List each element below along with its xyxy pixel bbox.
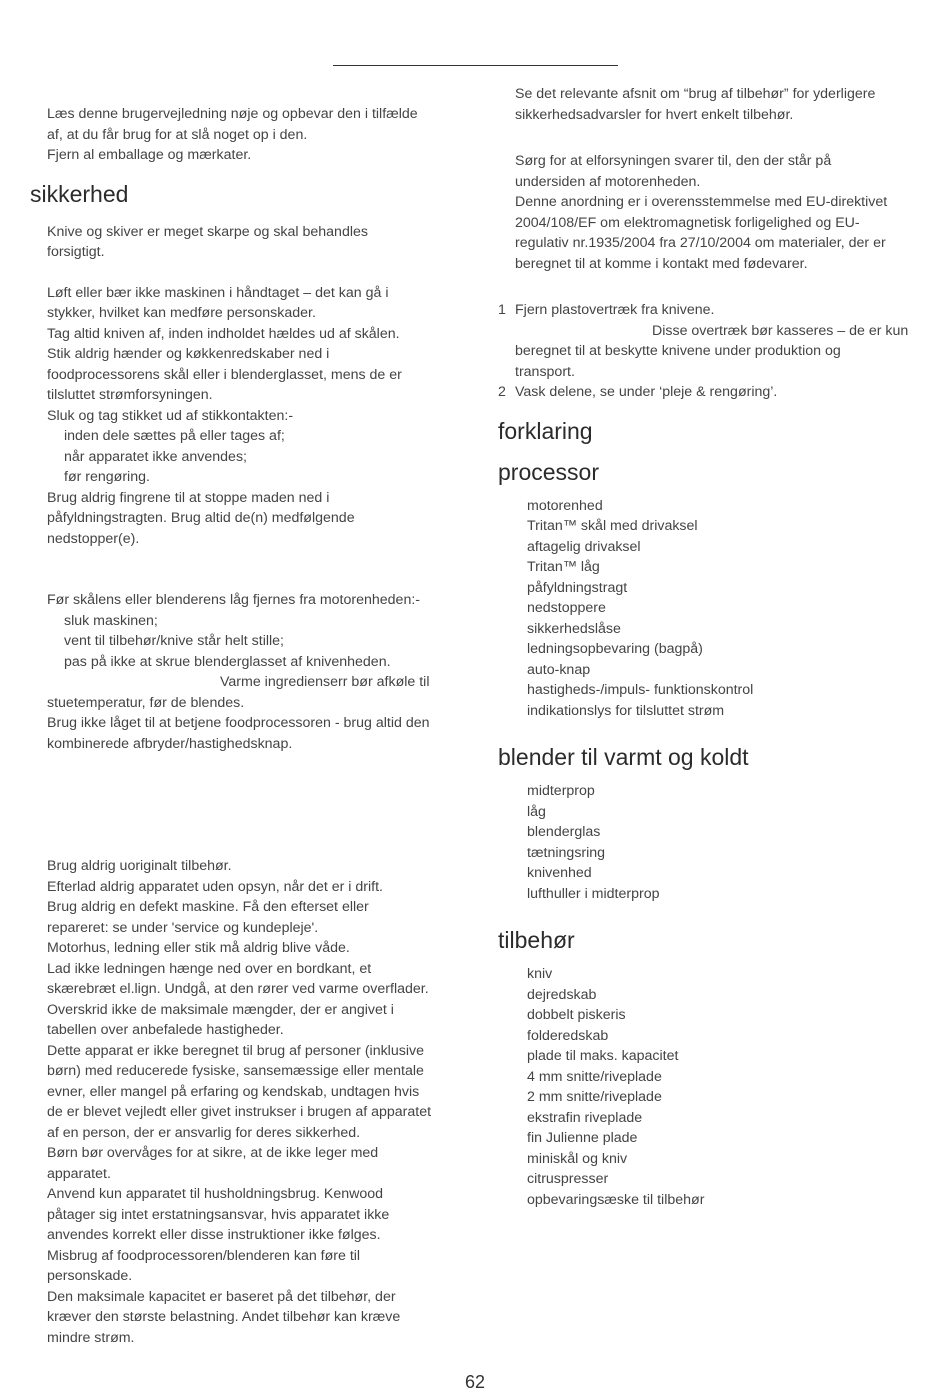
safety-line: repareret: se under 'service og kundepleje'. — [47, 919, 319, 936]
step-text: transport. — [515, 363, 575, 380]
unplug-item: før rengøring. — [64, 469, 150, 485]
safety-line: tilsluttet strømforsyningen. — [47, 387, 213, 403]
list-item: knivenhed — [527, 865, 592, 881]
step-text: beregnet til at beskytte knivene under produktion og — [515, 343, 841, 359]
step-2 — [498, 382, 918, 403]
lid-item: pas på ikke at skrue blenderglasset af knivenheden. — [64, 653, 391, 670]
safety-line: Dette apparat er ikke beregnet til brug af personer (inklusive — [47, 1042, 424, 1059]
list-item: blenderglas — [527, 824, 601, 840]
safety-line: Den maksimale kapacitet er baseret på det tilbehør, der — [47, 1288, 396, 1305]
note-line: Se det relevante afsnit om “brug af tilbehør” for yderligere — [515, 86, 876, 102]
list-item: Tritan™ låg — [527, 559, 600, 575]
note-line: Sørg for at elforsyningen svarer til, den der står på — [515, 153, 832, 169]
safety-line: tabellen over anbefalede hastigheder. — [47, 1022, 284, 1038]
safety-block-1 — [47, 222, 462, 263]
note-line: 2004/108/EF om elektromagnetisk forligelighed og EU- — [515, 214, 860, 231]
safety-line: Motorhus, ledning eller stik må aldrig blive våde. — [47, 940, 350, 956]
list-item: Tritan™ skål med drivaksel — [527, 518, 698, 534]
list-item: plade til maks. kapacitet — [527, 1048, 679, 1064]
list-item: 4 mm snitte/riveplade — [527, 1068, 662, 1085]
safety-line: mindre strøm. — [47, 1329, 135, 1346]
list-item: indikationslys for tilsluttet strøm — [527, 702, 725, 719]
processor-list — [498, 496, 918, 722]
hot-ingredients-line: stuetemperatur, før de blendes. — [47, 694, 245, 711]
step-number: 1 — [498, 302, 506, 318]
unplug-item: når apparatet ikke anvendes; — [64, 448, 247, 465]
safety-line: de er blevet vejledt eller givet instrukser i brugen af apparatet — [47, 1104, 432, 1120]
list-item: aftagelig drivaksel — [527, 538, 641, 555]
safety-line: Knive og skiver er meget skarpe og skal behandles — [47, 223, 368, 240]
safety-line: Brug aldrig uoriginalt tilbehør. — [47, 858, 232, 874]
lid-item: sluk maskinen; — [64, 612, 158, 629]
lid-use-line: Brug ikke låget til at betjene foodprocessoren - brug altid den — [47, 715, 430, 731]
blender-heading: blender til varmt og koldt — [498, 744, 749, 770]
safety-heading: sikkerhed — [30, 180, 129, 207]
list-item: låg — [527, 803, 546, 820]
page-number: 62 — [464, 1372, 486, 1392]
list-item: nedstoppere — [527, 600, 606, 616]
step-text: Vask delene, se under ‘pleje & rengøring’. — [515, 384, 778, 400]
intro-line: Fjern al emballage og mærkater. — [47, 147, 252, 163]
note-line: undersiden af motorenheden. — [515, 173, 701, 190]
list-item: 2 mm snitte/riveplade — [527, 1089, 662, 1105]
step-text: Disse overtræk bør kasseres – de er kun — [652, 322, 909, 339]
safety-line: Løft eller bær ikke maskinen i håndtaget – det kan gå i — [47, 284, 389, 301]
safety-line: børn) med reducerede fysiske, sansemæssige eller mentale — [47, 1063, 424, 1079]
safety-line: stykker, hvilket kan medføre personskader. — [47, 305, 316, 321]
step-text: Fjern plastovertræk fra knivene. — [515, 302, 715, 318]
list-item: kniv — [527, 966, 553, 982]
header-rule — [333, 65, 618, 66]
intro-text — [47, 104, 462, 166]
accessories-list — [498, 964, 918, 1210]
list-item: opbevaringsæske til tilbehør — [527, 1191, 705, 1208]
note-line: regulativ nr.1935/2004 fra 27/10/2004 om materialer, der er — [515, 235, 886, 251]
safety-line: påfyldningstragten. Brug altid de(n) medfølgende — [47, 510, 355, 526]
safety-line: Børn bør overvåges for at sikre, at de ikke leger med — [47, 1145, 379, 1161]
lid-intro: Før skålens eller blenderens låg fjernes fra motorenheden:- — [47, 592, 421, 608]
safety-block-4 — [47, 856, 462, 1348]
list-item: sikkerhedslåse — [527, 620, 621, 637]
note-line: Denne anordning er i overensstemmelse med EU-direktivet — [515, 194, 888, 210]
accessories-note — [498, 84, 918, 125]
accessories-heading: tilbehør — [498, 927, 575, 953]
lid-block — [47, 590, 462, 754]
list-item: miniskål og kniv — [527, 1150, 628, 1167]
intro-line: af, at du får brug for at slå noget op i den. — [47, 126, 308, 143]
safety-line: anvendes korrekt eller disse instruktioner ikke følges. — [47, 1227, 381, 1243]
unplug-item: inden dele sættes på eller tages af; — [64, 428, 285, 444]
list-item: dejredskab — [527, 986, 597, 1003]
safety-line: Brug aldrig fingrene til at stoppe maden ned i — [47, 489, 330, 506]
list-item: ekstrafin riveplade — [527, 1109, 643, 1126]
note-line: sikkerhedsadvarsler for hvert enkelt tilbehør. — [515, 106, 794, 123]
safety-line: Stik aldrig hænder og køkkenredskaber ned i — [47, 346, 330, 362]
safety-line: påtager sig intet erstatningsansvar, hvis apparatet ikke — [47, 1206, 390, 1223]
safety-line: Misbrug af foodprocessoren/blenderen kan føre til — [47, 1247, 361, 1264]
list-item: dobbelt piskeris — [527, 1007, 626, 1023]
list-item: lufthuller i midterprop — [527, 885, 660, 902]
processor-heading: processor — [498, 458, 599, 485]
safety-line: af en person, der er ansvarlig for deres sikkerhed. — [47, 1124, 361, 1141]
list-item: hastigheds-/impuls- funktionskontrol — [527, 682, 754, 698]
list-item: påfyldningstragt — [527, 579, 628, 596]
safety-line: nedstopper(e). — [47, 530, 140, 547]
safety-line: evner, eller mangel på erfaring og kendskab, undtagen hvis — [47, 1083, 420, 1100]
safety-block-2 — [47, 283, 462, 550]
safety-line: Brug aldrig en defekt maskine. Få den efterset eller — [47, 899, 369, 915]
safety-line: forsigtigt. — [47, 244, 105, 260]
safety-line: Efterlad aldrig apparatet uden opsyn, når det er i drift. — [47, 878, 383, 895]
list-item: folderedskab — [527, 1027, 609, 1044]
safety-line: skærebræt el.lign. Undgå, at den rører ved varme overflader. — [47, 981, 429, 997]
step-1 — [498, 300, 918, 382]
lid-use-line: kombinerede afbryder/hastighedsknap. — [47, 735, 293, 752]
safety-line: Overskrid ikke de maksimale mængder, der er angivet i — [47, 1001, 394, 1018]
list-item: auto-knap — [527, 661, 591, 678]
intro-line: Læs denne brugervejledning nøje og opbevar den i tilfælde — [47, 106, 418, 122]
safety-line: kræver den største belastning. Andet tilbehør kan kræve — [47, 1309, 401, 1325]
list-item: fin Julienne plade — [527, 1130, 638, 1146]
safety-line: apparatet. — [47, 1165, 111, 1182]
lid-item: vent til tilbehør/knive står helt stille; — [64, 633, 284, 649]
list-item: ledningsopbevaring (bagpå) — [527, 641, 703, 657]
list-item: motorenhed — [527, 497, 603, 514]
right-column — [498, 84, 918, 1210]
legend-heading: forklaring — [498, 417, 593, 444]
list-item: midterprop — [527, 783, 595, 799]
safety-line: personskade. — [47, 1268, 133, 1284]
safety-line: Anvend kun apparatet til husholdningsbrug. Kenwood — [47, 1186, 384, 1202]
safety-line: Lad ikke ledningen hænge ned over en bordkant, et — [47, 960, 372, 977]
power-note — [498, 151, 918, 274]
safety-line: foodprocessorens skål eller i blenderglasset, mens de er — [47, 366, 402, 383]
list-item: citruspresser — [527, 1171, 609, 1187]
hot-ingredients-line: Varme ingredienserr bør afkøle til — [220, 674, 430, 690]
note-line: beregnet til at komme i kontakt med fødevarer. — [515, 255, 808, 272]
safety-line: Sluk og tag stikket ud af stikkontakten:- — [47, 407, 294, 424]
safety-line: Tag altid kniven af, inden indholdet hældes ud af skålen. — [47, 325, 400, 342]
blender-list — [498, 781, 918, 904]
list-item: tætningsring — [527, 844, 606, 861]
step-number: 2 — [498, 384, 506, 400]
left-column — [30, 104, 462, 1348]
